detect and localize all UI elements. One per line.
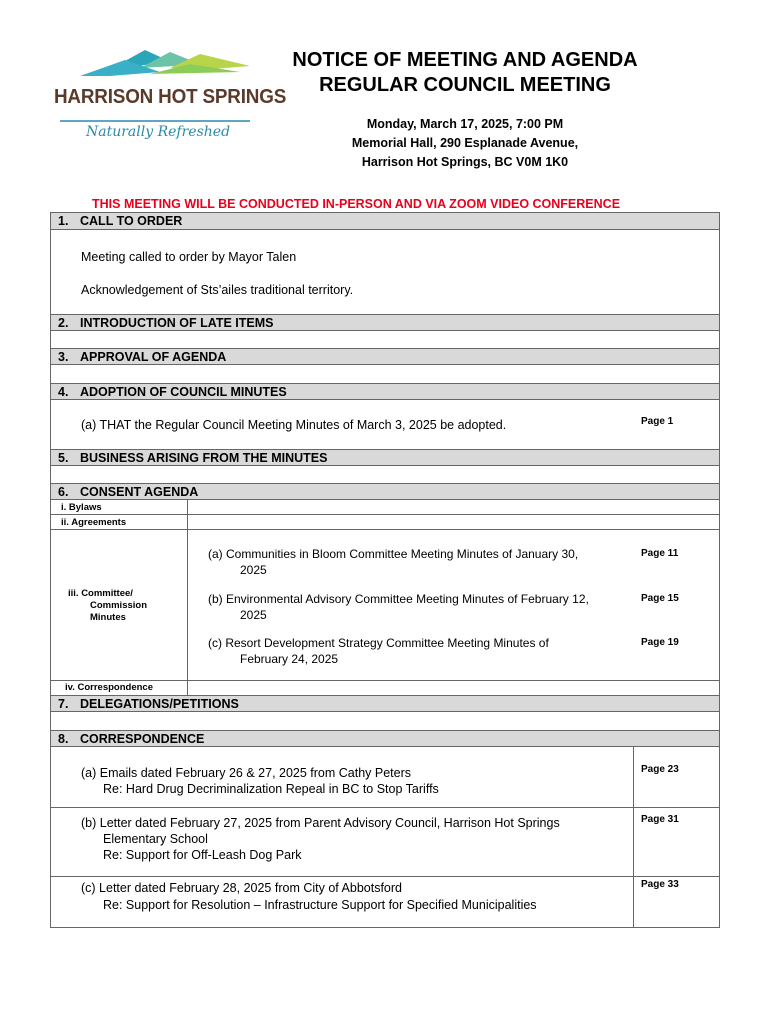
consent-bylaws-label: i. Bylaws [61,502,102,513]
section-number: 4. [58,385,69,399]
section-title: ADOPTION OF COUNCIL MINUTES [80,385,287,399]
consent-committee-label-2: Commission [90,600,148,611]
section-header-call-to-order [51,213,719,230]
correspondence-b-line-3: Re: Support for Off-Leash Dog Park [103,848,302,862]
section-header-business-arising [51,449,719,466]
row-divider [51,680,719,681]
section-number: 7. [58,697,69,711]
section-header-adoption-of-minutes [51,383,719,400]
section-header-correspondence [51,730,719,747]
section-title: CALL TO ORDER [80,214,183,228]
logo-name: HARRISON HOT SPRINGS [54,85,287,108]
correspondence-c-line-1: (c) Letter dated February 28, 2025 from City of Abbotsford [81,881,402,895]
section-number: 3. [58,350,69,364]
correspondence-c-line-2: Re: Support for Resolution – Infrastructure Support for Specified Municipalities [103,898,537,912]
section-title: DELEGATIONS/PETITIONS [80,697,239,711]
row-divider [51,876,719,877]
consent-item-c-page: Page 19 [641,637,679,648]
correspondence-b-page: Page 31 [641,814,679,825]
section-header-delegations [51,695,719,712]
consent-committee-label-1: iii. Committee/ [68,588,133,599]
meeting-notice: THIS MEETING WILL BE CONDUCTED IN-PERSON AND VIA ZOOM VIDEO CONFERENCE [92,197,621,211]
consent-item-a-page: Page 11 [641,548,679,559]
row-divider [51,529,719,530]
section-number: 5. [58,451,69,465]
consent-committee-label-3: Minutes [90,612,126,623]
section-number: 2. [58,316,69,330]
page-column-divider [633,747,634,928]
section-header-late-items [51,314,719,331]
row-divider [51,514,719,515]
section-title: CONSENT AGENDA [80,485,199,499]
correspondence-b-line-1: (b) Letter dated February 27, 2025 from Parent Advisory Council, Harrison Hot Springs [81,816,560,830]
section-title: BUSINESS ARISING FROM THE MINUTES [80,451,328,465]
correspondence-b-line-2: Elementary School [103,832,208,846]
section-number: 6. [58,485,69,499]
section-title: CORRESPONDENCE [80,732,205,746]
correspondence-a-line-2: Re: Hard Drug Decriminalization Repeal in BC to Stop Tariffs [103,782,439,796]
section-number: 8. [58,732,69,746]
section-number: 1. [58,214,69,228]
consent-item-c-line-1: (c) Resort Development Strategy Committee Meeting Minutes of [208,636,549,650]
consent-item-b-line-2: 2025 [240,608,267,622]
minutes-adoption-text: (a) THAT the Regular Council Meeting Minutes of March 3, 2025 be adopted. [81,418,507,432]
meeting-venue: Memorial Hall, 290 Esplanade Avenue, [351,136,579,150]
acknowledgement-text: Acknowledgement of Sts’ailes traditional territory. [81,283,354,297]
call-to-order-text: Meeting called to order by Mayor Talen [81,250,297,264]
correspondence-a-page: Page 23 [641,764,679,775]
section-title: APPROVAL OF AGENDA [80,350,227,364]
title-line-1: NOTICE OF MEETING AND AGENDA [292,49,638,71]
meeting-info [300,115,630,172]
row-divider [51,807,719,808]
correspondence-a-line-1: (a) Emails dated February 26 & 27, 2025 from Cathy Peters [81,766,412,780]
section-header-approval-of-agenda [51,348,719,365]
section-title: INTRODUCTION OF LATE ITEMS [80,316,274,330]
page-title [265,48,665,98]
municipal-logo [50,42,287,152]
title-line-2: REGULAR COUNCIL MEETING [319,74,611,96]
logo-tagline: Naturally Refreshed [86,124,231,140]
correspondence-c-page: Page 33 [641,879,679,890]
meeting-date: Monday, March 17, 2025, 7:00 PM [366,117,564,131]
consent-item-b-page: Page 15 [641,593,679,604]
consent-agreements-label: ii. Agreements [61,517,127,528]
meeting-city: Harrison Hot Springs, BC V0M 1K0 [361,155,569,169]
consent-item-c-line-2: February 24, 2025 [240,652,339,666]
consent-item-b-line-1: (b) Environmental Advisory Committee Meeting Minutes of February 12, [208,592,589,606]
consent-item-a-line-1: (a) Communities in Bloom Committee Meeting Minutes of January 30, [208,547,579,561]
consent-correspondence-label: iv. Correspondence [65,682,153,693]
minutes-page-ref: Page 1 [641,416,674,427]
consent-item-a-line-2: 2025 [240,563,267,577]
section-header-consent-agenda [51,483,719,500]
agenda-table [50,212,720,928]
